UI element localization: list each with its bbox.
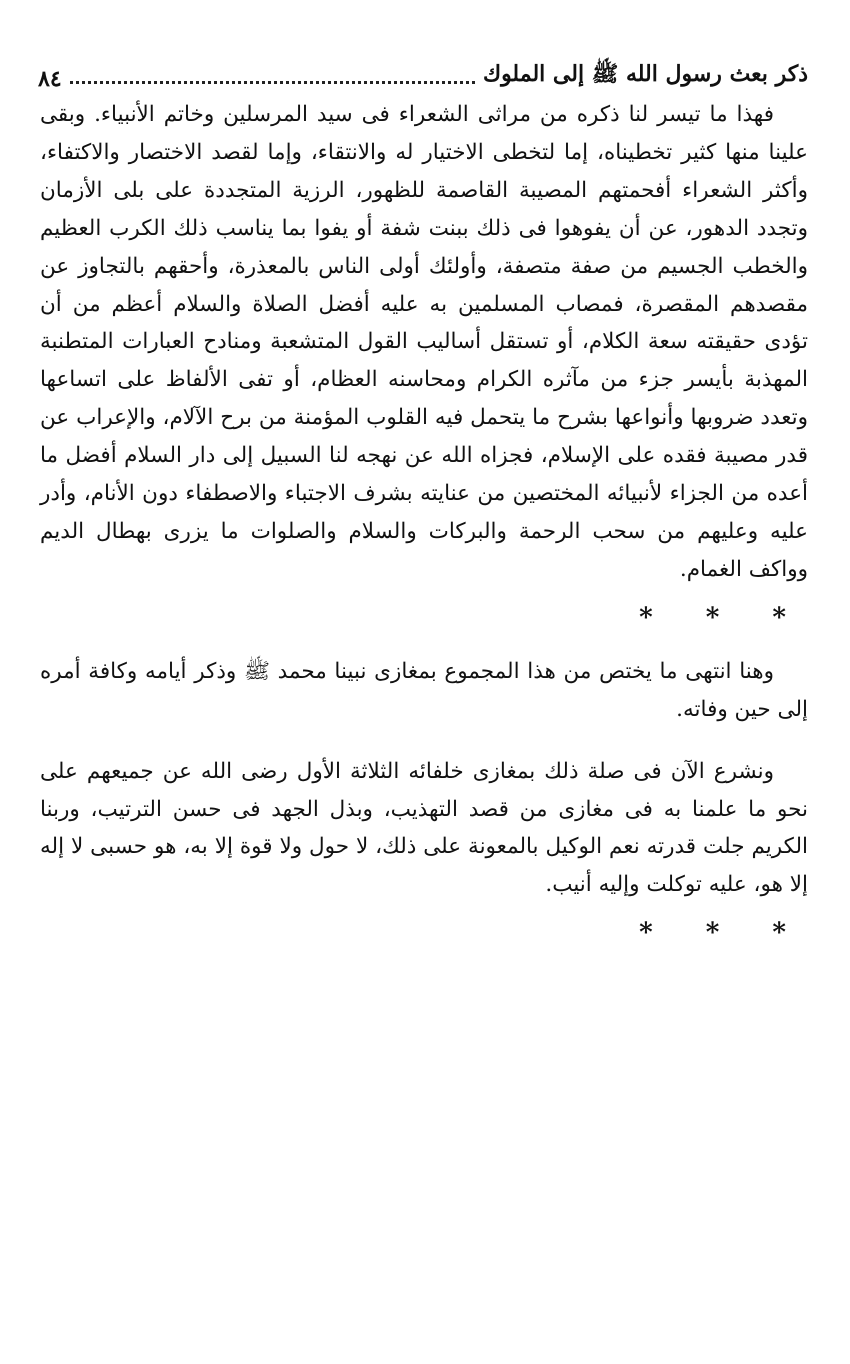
section-separator: * * * <box>639 602 808 633</box>
paragraph-caliphs: ونشرع الآن فى صلة ذلك بمغازى خلفائه الثلاثة الأول رضى الله عن جميعهم على نحو ما علمنا به فى مغازى من قصد التهذيب، وبذل الجهد فى حسن الترتيب، وربنا الكريم جلت قدرته نعم الوكيل بالمعونة على ذلك، لا حول ولا قوة إلا به، هو حسبى لا إله إلا هو، عليه توكلت وإليه أنيب. <box>40 758 808 898</box>
running-header <box>38 56 808 92</box>
section-separator-end: * * * <box>639 918 808 949</box>
paragraph-elegies: فهذا ما تيسر لنا ذكره من مراثى الشعراء فى سيد المرسلين وخاتم الأنبياء. وبقى علينا منها كثير تخطيناه، إما لتخطى الاختيار له والانتقاء، وإما لقصد الاختصار والاكتفاء، وأكثر الشعراء أفحمتهم المصيبة القاصمة للظهور، الرزية المتجددة على بلى الأزمان وتجدد الدهور، عن أن يفوهوا فى ذلك ببنت شفة أو يفوا بما يناسب ذلك الكرب العظيم والخطب الجسيم من صفة متصفة، وأولئك أولى الناس بالمعذرة، وأحقهم بالتجاوز عن مقصدهم المقصرة، فمصاب المسلمين به عليه أفضل الصلاة والسلام أعظم من أن تؤدى حقيقته سعة الكلام، أو تستقل أساليب القول المتشعبة ومنادح العبارات المتطنبة المهذبة بأيسر جزء من مآثره الكرام ومحاسنه العظام، أو تفى الألفاظ على اتساعها وتعدد ضروبها وأنواعها بشرح ما يتحمل فيه القلوب المؤمنة من برح الآلام، والإعراب عن قدر مصيبة فقده على الإسلام، فجزاه الله عن نهجه لنا السبيل إلى دار السلام أفضل ما أعده من الجزاء لأنبيائه المختصين من عنايته بشرف الاجتباء والاصطفاء دون الأنام، وأدر عليه وعليهم من سحب الرحمة والبركات والسلام والصلوات ما يزرى بهطال الديم وواكف الغمام. <box>40 102 808 582</box>
header-dot-leader <box>70 81 475 84</box>
paragraph-end-of-maghazi: وهنا انتهى ما يختص من هذا المجموع بمغازى نبينا محمد ﷺ وذكر أيامه وكافة أمره إلى حين وفاته. <box>40 658 808 722</box>
page-number: ٨٤ <box>38 66 62 92</box>
header-title: ذكر بعث رسول الله ﷺ إلى الملوك <box>482 61 808 87</box>
page-body <box>40 96 808 968</box>
paragraph-gap <box>40 729 808 753</box>
